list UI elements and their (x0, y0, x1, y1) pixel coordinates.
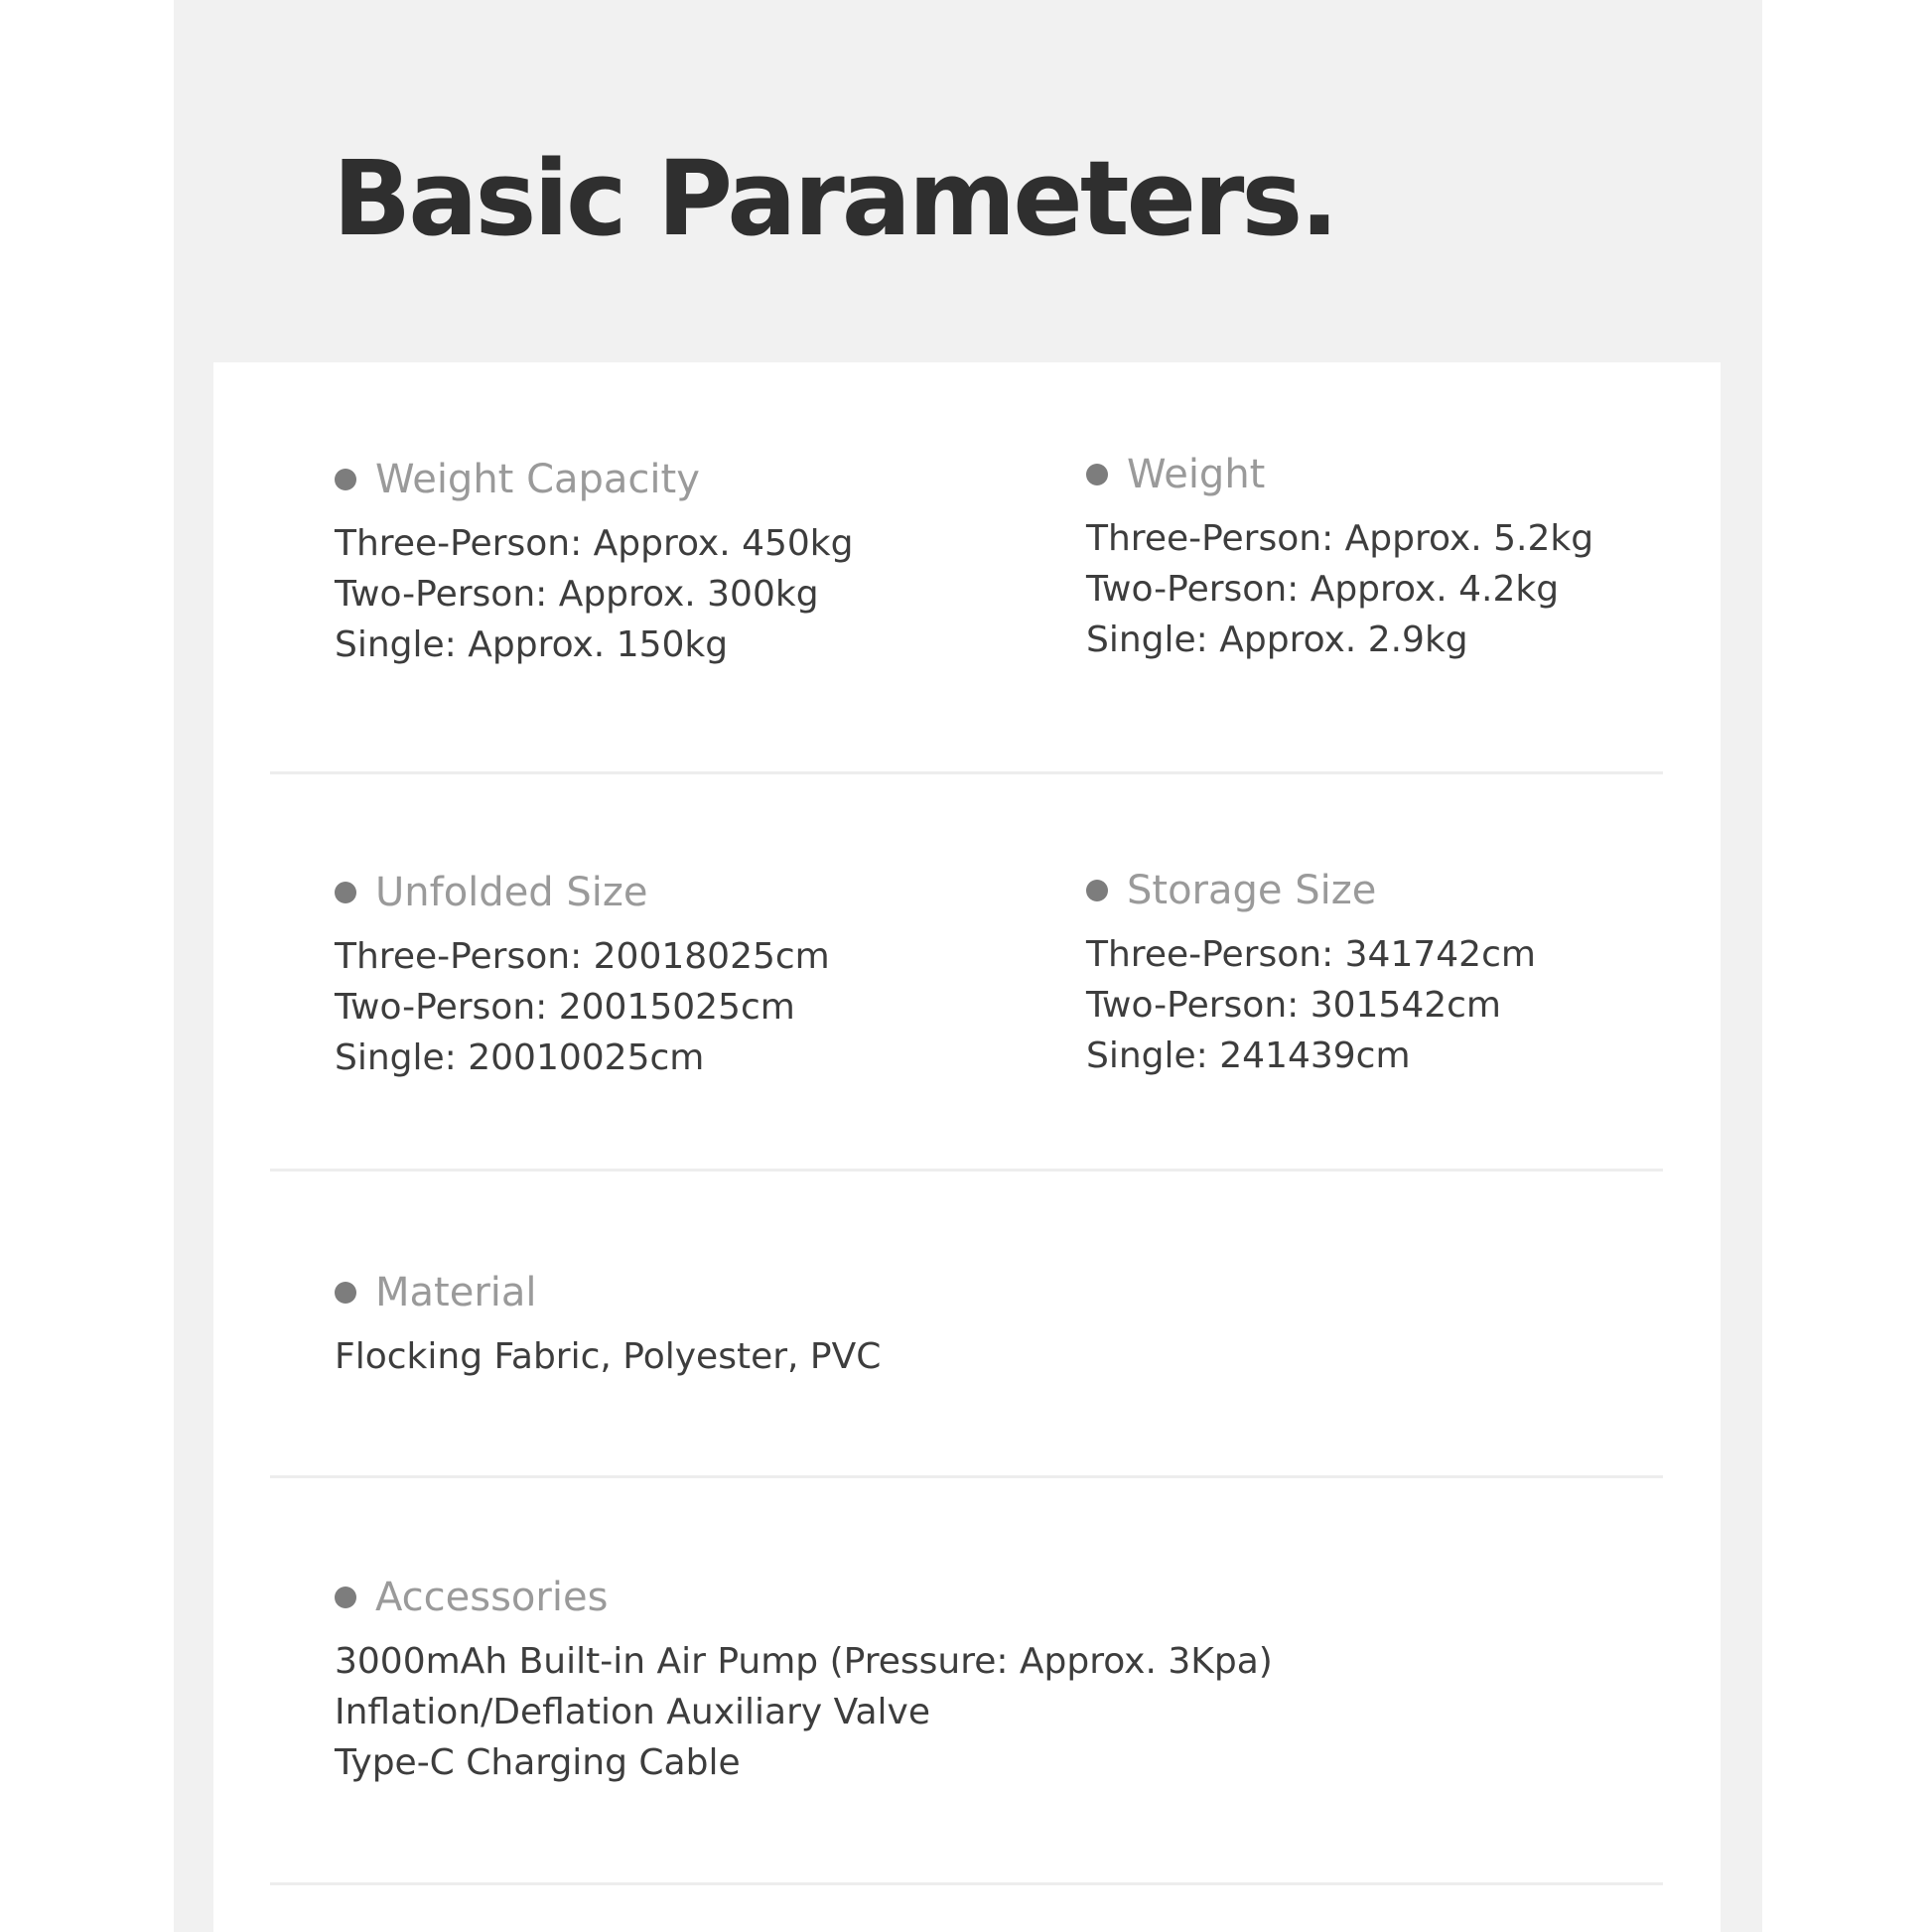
spec-material (335, 1268, 881, 1382)
spec-label: Accessories (375, 1575, 609, 1620)
spec-label: Weight (1127, 452, 1266, 497)
spec-accessories (335, 1573, 1273, 1788)
spec-label: Weight Capacity (375, 457, 700, 502)
spec-label: Material (375, 1270, 537, 1315)
bullet-dot-icon (1086, 464, 1108, 485)
spec-weight-capacity (335, 455, 854, 670)
spec-value-line: Three-Person: Approx. 5.2kg (1086, 518, 1594, 559)
spec-values (1086, 513, 1593, 665)
spec-value-line: Three-Person: 341742cm (1086, 934, 1536, 975)
spec-value-line: Single: Approx. 2.9kg (1086, 620, 1468, 660)
spec-value-line: 3000mAh Built-in Air Pump (Pressure: Approx. 3Kpa) (335, 1641, 1273, 1682)
bullet-dot-icon (335, 882, 356, 903)
section-divider (270, 1882, 1663, 1885)
spec-values (335, 518, 854, 670)
bullet-dot-icon (335, 1282, 356, 1304)
spec-value-line: Single: 20010025cm (335, 1037, 705, 1078)
spec-value-line: Flocking Fabric, Polyester, PVC (335, 1336, 882, 1377)
spec-heading (335, 1268, 881, 1317)
spec-label: Storage Size (1127, 868, 1377, 913)
spec-storage-size (1086, 866, 1536, 1081)
spec-heading (335, 868, 830, 917)
spec-value-line: Two-Person: Approx. 4.2kg (1086, 569, 1560, 610)
bullet-dot-icon (335, 1587, 356, 1608)
spec-values (335, 1331, 881, 1382)
spec-heading (1086, 450, 1593, 499)
spec-label: Unfolded Size (375, 870, 648, 915)
spec-weight (1086, 450, 1593, 665)
section-divider (270, 771, 1663, 774)
spec-unfolded-size (335, 868, 830, 1083)
section-divider (270, 1169, 1663, 1172)
spec-value-line: Single: 241439cm (1086, 1035, 1411, 1076)
spec-value-line: Type-C Charging Cable (335, 1742, 741, 1783)
spec-values (335, 1636, 1273, 1788)
spec-value-line: Two-Person: Approx. 300kg (335, 574, 819, 615)
section-divider (270, 1475, 1663, 1478)
spec-heading (335, 455, 854, 504)
spec-value-line: Three-Person: 20018025cm (335, 936, 830, 977)
spec-heading (335, 1573, 1273, 1622)
spec-value-line: Two-Person: 301542cm (1086, 985, 1501, 1026)
spec-values (335, 931, 830, 1083)
page-title: Basic Parameters. (333, 138, 1336, 259)
spec-value-line: Three-Person: Approx. 450kg (335, 523, 854, 564)
spec-value-line: Single: Approx. 150kg (335, 624, 729, 665)
spec-heading (1086, 866, 1536, 915)
spec-value-line: Inflation/Deflation Auxiliary Valve (335, 1692, 930, 1732)
bullet-dot-icon (1086, 880, 1108, 901)
bullet-dot-icon (335, 469, 356, 490)
spec-values (1086, 929, 1536, 1081)
spec-value-line: Two-Person: 20015025cm (335, 987, 795, 1028)
